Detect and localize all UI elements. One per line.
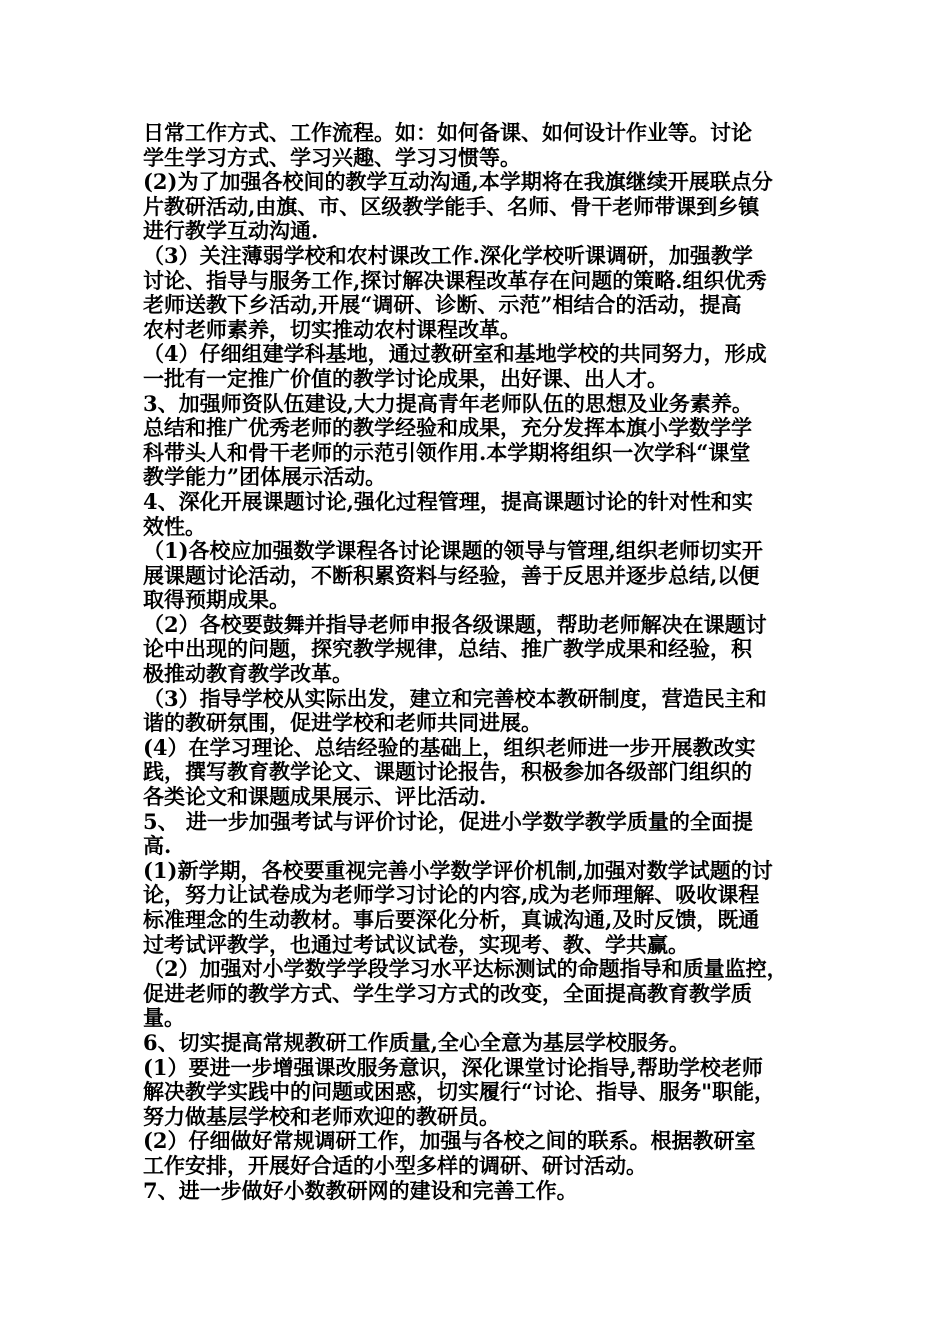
text-line: 谐的教研氛围，促进学校和老师共同进展。 bbox=[143, 710, 542, 736]
text-line: 教学能力”团体展示活动。 bbox=[143, 464, 387, 490]
text-line: 促进老师的教学方式、学生学习方式的改变，全面提高教育教学质 bbox=[143, 980, 752, 1006]
text-line: 量。 bbox=[143, 1005, 185, 1031]
text-line: （4）仔细组建学科基地，通过教研室和基地学校的共同努力，形成 bbox=[143, 341, 767, 367]
text-line: 效性。 bbox=[143, 513, 206, 539]
text-line: 解决教学实践中的问题或困惑，切实履行“讨论、指导、服务"职能， bbox=[143, 1079, 776, 1105]
text-line: 践，撰写教育教学论文、课题讨论报告，积极参加各级部门组织的 bbox=[143, 759, 752, 785]
text-line: 过考试评教学，也通过考试议试卷，实现考、教、学共赢。 bbox=[143, 931, 689, 957]
text-line: 6、切实提高常规教研工作质量,全心全意为基层学校服务。 bbox=[143, 1029, 690, 1055]
document-body bbox=[143, 121, 823, 1203]
text-line: 展课题讨论活动，不断积累资料与经验，善于反思并逐步总结,以便 bbox=[143, 562, 760, 588]
text-line: (2)为了加强各校间的教学互动沟通,本学期将在我旗继续开展联点分 bbox=[143, 169, 773, 195]
text-line: 各类论文和课题成果展示、评比活动. bbox=[143, 784, 487, 810]
text-line: 讨论、指导与服务工作,探讨解决课程改革存在问题的策略.组织优秀 bbox=[143, 267, 767, 293]
text-line: 高. bbox=[143, 833, 172, 859]
text-line: 论中出现的问题，探究教学规律，总结、推广教学成果和经验，积 bbox=[143, 636, 752, 662]
text-line: 科带头人和骨干老师的示范引领作用.本学期将组织一次学科“课堂 bbox=[143, 439, 751, 465]
text-line: (4）在学习理论、总结经验的基础上，组织老师进一步开展教改实 bbox=[143, 734, 756, 760]
text-line: 5、 进一步加强考试与评价讨论，促进小学数学教学质量的全面提 bbox=[143, 808, 753, 834]
text-line: 标准理念的生动教材。事后要深化分析，真诚沟通,及时反馈，既通 bbox=[143, 907, 760, 932]
text-line: 农村老师素养，切实推动农村课程改革。 bbox=[143, 316, 521, 342]
text-line: 努力做基层学校和老师欢迎的教研员。 bbox=[143, 1103, 500, 1129]
text-line: （2）加强对小学数学学段学习水平达标测试的命题指导和质量监控， bbox=[143, 956, 788, 982]
text-line: 进行教学互动沟通. bbox=[143, 218, 319, 244]
text-line: 一批有一定推广价值的教学讨论成果，出好课、出人才。 bbox=[143, 365, 668, 391]
text-line: 7、进一步做好小数教研网的建设和完善工作。 bbox=[143, 1177, 578, 1203]
text-line: （1)各校应加强数学课程各讨论课题的领导与管理,组织老师切实开 bbox=[143, 538, 763, 564]
text-line: (1)新学期，各校要重视完善小学数学评价机制,加强对数学试题的讨 bbox=[143, 857, 773, 883]
text-line: 总结和推广优秀老师的教学经验和成果，充分发挥本旗小学数学学 bbox=[143, 415, 752, 441]
text-line: 老师送教下乡活动,开展“调研、诊断、示范”相结合的活动，提高 bbox=[143, 292, 742, 318]
text-line: (1）要进一步增强课改服务意识，深化课堂讨论指导,帮助学校老师 bbox=[143, 1054, 763, 1080]
text-line: 工作安排，开展好合适的小型多样的调研、研讨活动。 bbox=[143, 1152, 647, 1178]
text-line: (2）仔细做好常规调研工作，加强与各校之间的联系。根据教研室 bbox=[143, 1128, 756, 1154]
text-line: 极推动教育教学改革。 bbox=[143, 661, 353, 687]
text-line: 学生学习方式、学习兴趣、学习习惯等。 bbox=[143, 144, 521, 170]
text-line: 3、加强师资队伍建设,大力提高青年老师队伍的思想及业务素养。 bbox=[143, 390, 753, 416]
text-line: 片教研活动,由旗、市、区级教学能手、名师、骨干老师带课到乡镇 bbox=[143, 193, 760, 219]
text-line: 取得预期成果。 bbox=[143, 587, 290, 613]
text-line: （3）指导学校从实际出发，建立和完善校本教研制度，营造民主和 bbox=[143, 685, 767, 711]
text-line: 4、深化开展课题讨论,强化过程管理，提高课题讨论的针对性和实 bbox=[143, 488, 753, 514]
text-line: （2）各校要鼓舞并指导老师申报各级课题，帮助老师解决在课题讨 bbox=[143, 611, 767, 637]
text-line: 论，努力让试卷成为老师学习讨论的内容,成为老师理解、吸收课程 bbox=[143, 882, 760, 908]
text-line: （3）关注薄弱学校和农村课改工作.深化学校听课调研，加强教学 bbox=[143, 242, 753, 268]
text-line: 日常工作方式、工作流程。如：如何备课、如何设计作业等。讨论 bbox=[143, 120, 752, 145]
